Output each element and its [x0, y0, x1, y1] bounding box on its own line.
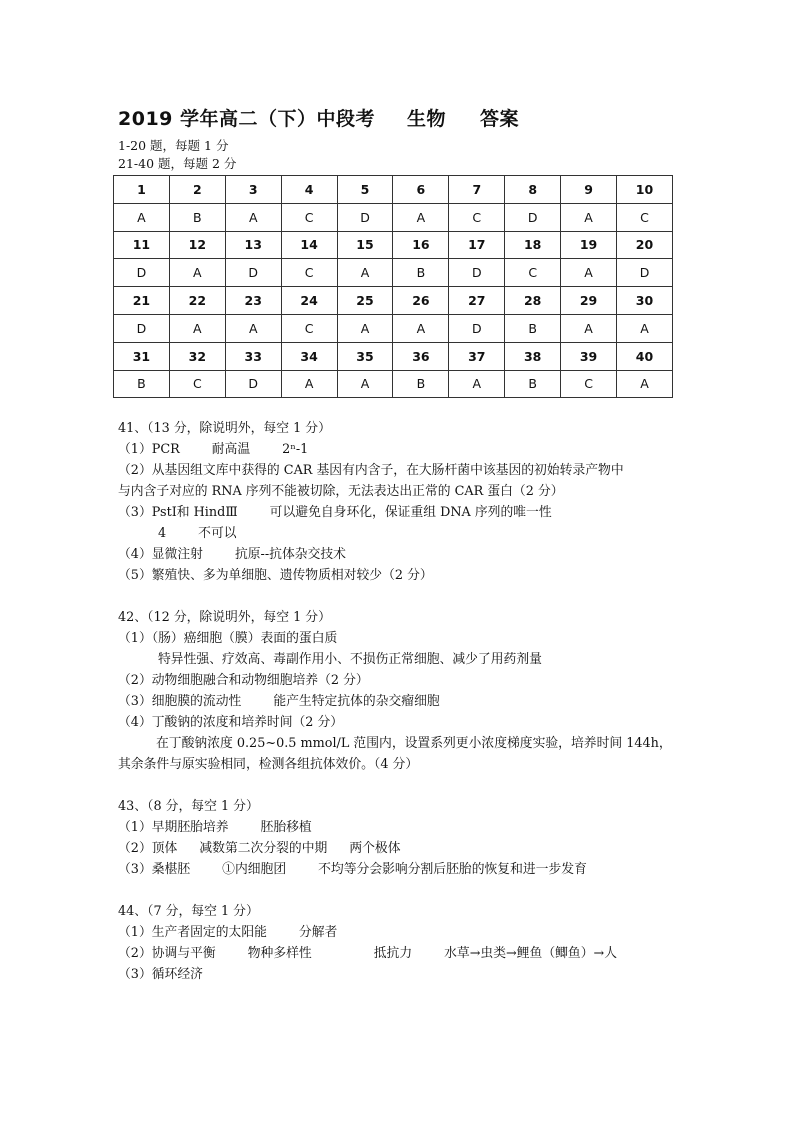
- answer-cell: D: [225, 259, 281, 287]
- answer-cell: C: [281, 203, 337, 231]
- q41-answer-no: 不可以: [198, 526, 237, 541]
- q42-line-5: （4）丁酸钠的浓度和培养时间（2 分）: [118, 715, 344, 730]
- q41-answer-count: 4: [158, 526, 167, 541]
- answer-cell: A: [114, 203, 170, 231]
- answer-sections: [118, 418, 688, 1006]
- q42-line-2: 特异性强、疗效高、毒副作用小、不损伤正常细胞、减少了用药剂量: [158, 652, 542, 667]
- q42-heading: 42、（12 分，除说明外，每空 1 分）: [118, 610, 331, 625]
- q41-answer-enzymes: （3）PstⅠ和 HindⅢ: [118, 505, 238, 520]
- answer-cell: A: [561, 203, 617, 231]
- question-42: [118, 607, 688, 775]
- question-41: [118, 418, 688, 586]
- question-number-cell: 9: [561, 176, 617, 204]
- q41-line-7: （5）繁殖快、多为单细胞、遗传物质相对较少（2 分）: [118, 568, 433, 583]
- q43-line-3: [118, 859, 688, 880]
- answer-cell: A: [617, 314, 673, 342]
- answer-cell: D: [337, 203, 393, 231]
- answer-cell: A: [281, 370, 337, 398]
- question-number-cell: 31: [114, 342, 170, 370]
- q41-answer-microinjection: （4）显微注射: [118, 547, 203, 562]
- question-number-cell: 10: [617, 176, 673, 204]
- question-number-cell: 5: [337, 176, 393, 204]
- q44-line-1: [118, 922, 688, 943]
- answer-row: [114, 370, 673, 398]
- q43-line-1: [118, 817, 688, 838]
- q44-line-3: （3）循环经济: [118, 967, 203, 982]
- question-number-cell: 8: [505, 176, 561, 204]
- question-number-cell: 37: [449, 342, 505, 370]
- q41-line-6: [118, 544, 688, 565]
- answer-cell: D: [449, 314, 505, 342]
- question-number-cell: 11: [114, 231, 170, 259]
- answer-cell: A: [169, 314, 225, 342]
- question-number-cell: 13: [225, 231, 281, 259]
- question-number-cell: 38: [505, 342, 561, 370]
- question-number-cell: 32: [169, 342, 225, 370]
- question-number-cell: 40: [617, 342, 673, 370]
- title-subject: 生物: [407, 108, 447, 130]
- q41-line-1: [118, 439, 688, 460]
- q41-line-3: 与内含子对应的 RNA 序列不能被切除，无法表达出正常的 CAR 蛋白（2 分）: [118, 484, 564, 499]
- q43-answer-transfer: 胚胎移植: [260, 820, 312, 835]
- answer-cell: C: [561, 370, 617, 398]
- q41-line-4: [118, 502, 688, 523]
- answer-cell: B: [169, 203, 225, 231]
- question-number-cell: 3: [225, 176, 281, 204]
- question-number-cell: 30: [617, 287, 673, 315]
- q42-line-6: 在丁酸钠浓度 0.25~0.5 mmol/L 范围内，设置系列更小浓度梯度实验，培养时间 144h，: [156, 736, 672, 751]
- answer-cell: A: [337, 314, 393, 342]
- q44-line-2: [118, 943, 688, 964]
- question-number-row: [114, 176, 673, 204]
- q43-heading: 43、（8 分，每空 1 分）: [118, 799, 259, 814]
- answer-row: [114, 203, 673, 231]
- question-number-cell: 20: [617, 231, 673, 259]
- q41-answer-heat: 耐高温: [211, 442, 251, 457]
- q43-answer-polar-bodies: 两个极体: [349, 841, 401, 856]
- scoring-rule-1: 1-20 题，每题 1 分: [118, 138, 229, 153]
- question-number-cell: 21: [114, 287, 170, 315]
- title-answer: 答案: [480, 108, 520, 130]
- question-number-cell: 35: [337, 342, 393, 370]
- q43-answer-inner-mass: ①内细胞团: [222, 862, 287, 877]
- answer-cell: C: [281, 259, 337, 287]
- question-number-row: [114, 342, 673, 370]
- question-number-cell: 26: [393, 287, 449, 315]
- answer-cell: C: [449, 203, 505, 231]
- answer-cell: A: [337, 370, 393, 398]
- answer-cell: A: [393, 314, 449, 342]
- answer-cell: A: [449, 370, 505, 398]
- answer-cell: C: [505, 259, 561, 287]
- q43-answer-meiosis: 减数第二次分裂的中期: [199, 841, 328, 856]
- answer-cell: B: [505, 314, 561, 342]
- answer-row: [114, 314, 673, 342]
- answer-cell: B: [393, 259, 449, 287]
- q42-line-7: 其余条件与原实验相同，检测各组抗体效价。（4 分）: [118, 757, 419, 772]
- q44-heading: 44、（7 分，每空 1 分）: [118, 904, 259, 919]
- question-number-cell: 25: [337, 287, 393, 315]
- answer-cell: A: [337, 259, 393, 287]
- question-number-cell: 33: [225, 342, 281, 370]
- scoring-rules: [118, 137, 236, 173]
- page-title: [118, 104, 519, 131]
- q42-line-4: [118, 691, 688, 712]
- q42-answer-fluidity: （3）细胞膜的流动性: [118, 694, 242, 709]
- question-number-cell: 27: [449, 287, 505, 315]
- question-number-cell: 34: [281, 342, 337, 370]
- answer-cell: A: [561, 314, 617, 342]
- question-number-cell: 22: [169, 287, 225, 315]
- question-number-cell: 7: [449, 176, 505, 204]
- question-number-cell: 15: [337, 231, 393, 259]
- question-number-cell: 28: [505, 287, 561, 315]
- q43-answer-reason: 不均等分会影响分割后胚胎的恢复和进一步发育: [318, 862, 587, 877]
- answer-cell: D: [114, 314, 170, 342]
- answer-cell: A: [169, 259, 225, 287]
- q44-answer-balance: （2）协调与平衡: [118, 946, 216, 961]
- answer-cell: A: [561, 259, 617, 287]
- q44-answer-decomposer: 分解者: [298, 925, 338, 940]
- answer-cell: A: [393, 203, 449, 231]
- q43-answer-acrosome: （2）顶体: [118, 841, 178, 856]
- answer-cell: D: [225, 370, 281, 398]
- question-number-cell: 2: [169, 176, 225, 204]
- q41-answer-pcr: （1）PCR: [118, 442, 180, 457]
- question-number-cell: 19: [561, 231, 617, 259]
- answer-cell: D: [505, 203, 561, 231]
- q43-answer-culture: （1）早期胚胎培养: [118, 820, 229, 835]
- question-number-cell: 18: [505, 231, 561, 259]
- answer-cell: B: [114, 370, 170, 398]
- question-number-cell: 1: [114, 176, 170, 204]
- answer-cell: D: [114, 259, 170, 287]
- question-number-cell: 36: [393, 342, 449, 370]
- question-number-cell: 6: [393, 176, 449, 204]
- question-number-cell: 14: [281, 231, 337, 259]
- q44-answer-solar-energy: （1）生产者固定的太阳能: [118, 925, 267, 940]
- answer-cell: A: [617, 370, 673, 398]
- q41-heading: 41、（13 分，除说明外，每空 1 分）: [118, 421, 331, 436]
- q43-answer-morula: （3）桑椹胚: [118, 862, 191, 877]
- question-number-cell: 12: [169, 231, 225, 259]
- q44-answer-diversity: 物种多样性: [247, 946, 312, 961]
- question-number-cell: 29: [561, 287, 617, 315]
- answer-cell: B: [505, 370, 561, 398]
- answer-cell: A: [225, 203, 281, 231]
- question-number-row: [114, 231, 673, 259]
- answer-cell: D: [617, 259, 673, 287]
- q42-line-1: （1）（肠）癌细胞（膜）表面的蛋白质: [118, 631, 338, 646]
- q41-answer-hybridization: 抗原--抗体杂交技术: [234, 547, 346, 562]
- q43-line-2: [118, 838, 688, 859]
- question-number-cell: 16: [393, 231, 449, 259]
- q42-line-3: （2）动物细胞融合和动物细胞培养（2 分）: [118, 673, 369, 688]
- q41-answer-formula: 2ⁿ-1: [282, 442, 309, 457]
- answer-table-body: [114, 176, 673, 398]
- answer-row: [114, 259, 673, 287]
- answer-cell: C: [169, 370, 225, 398]
- question-43: [118, 796, 688, 880]
- q41-line-2: （2）从基因组文库中获得的 CAR 基因有内含子，在大肠杆菌中该基因的初始转录产物中: [118, 463, 624, 478]
- title-main: 2019 学年高二（下）中段考: [118, 108, 375, 130]
- answer-cell: B: [393, 370, 449, 398]
- question-number-cell: 4: [281, 176, 337, 204]
- q41-line-5: [118, 523, 688, 544]
- question-number-cell: 23: [225, 287, 281, 315]
- q44-answer-food-chain: 水草→虫类→鲤鱼（鲫鱼）→人: [444, 946, 618, 961]
- answer-cell: C: [281, 314, 337, 342]
- question-44: [118, 901, 688, 985]
- question-number-cell: 24: [281, 287, 337, 315]
- q44-answer-resistance: 抵抗力: [373, 946, 413, 961]
- question-number-row: [114, 287, 673, 315]
- question-number-cell: 17: [449, 231, 505, 259]
- answer-cell: D: [449, 259, 505, 287]
- scoring-rule-2: 21-40 题，每题 2 分: [118, 156, 237, 171]
- q41-answer-reason: 可以避免自身环化，保证重组 DNA 序列的唯一性: [269, 505, 552, 520]
- q42-answer-hybridoma: 能产生特定抗体的杂交瘤细胞: [273, 694, 440, 709]
- question-number-cell: 39: [561, 342, 617, 370]
- answer-cell: C: [617, 203, 673, 231]
- answer-cell: A: [225, 314, 281, 342]
- answer-table: [113, 175, 673, 398]
